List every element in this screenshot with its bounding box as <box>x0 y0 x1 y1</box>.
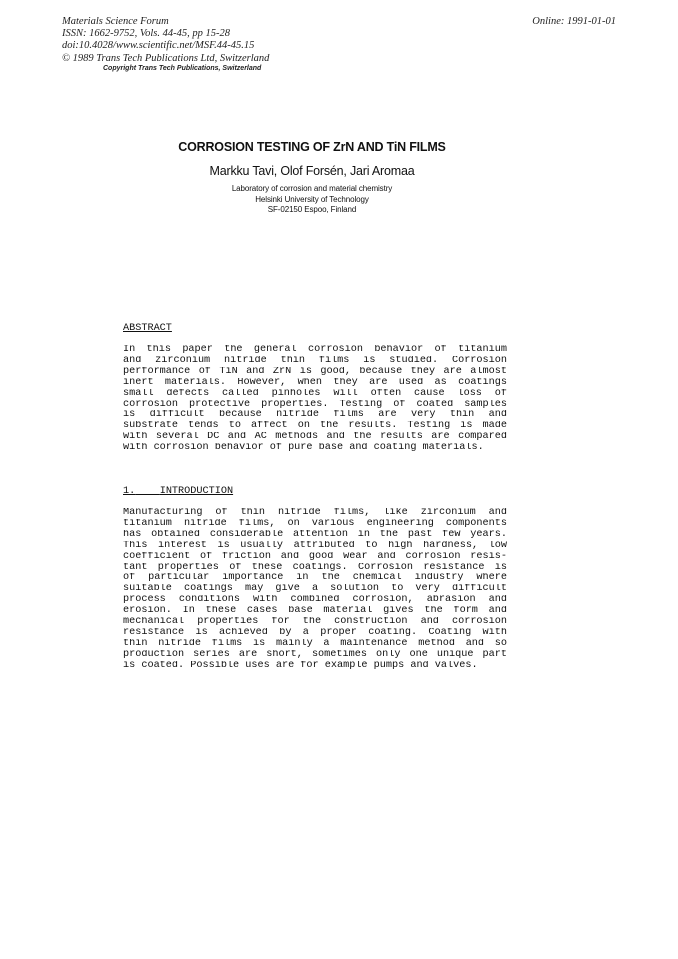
publication-metadata <box>62 16 269 65</box>
introduction-line: is coated. Possible uses are for example pumps and valves. <box>123 660 478 671</box>
abstract-line: substrate tends to affect on the results. Testing is made <box>123 421 507 432</box>
affiliation-line: SF-02150 Espoo, Finland <box>267 205 357 215</box>
abstract-line: In this paper the general corrosion behavior of titanium <box>123 345 507 355</box>
introduction-line: has obtained considerable attention in the past few years. <box>123 529 507 540</box>
introduction-line: resistance is achieved by a proper coating. Coating with <box>123 627 507 638</box>
abstract-body <box>123 345 507 454</box>
paper-title: CORROSION TESTING OF ZrN AND TiN FILMS <box>178 140 446 154</box>
issn-line: ISSN: 1662-9752, Vols. 44-45, pp 15-28 <box>62 28 230 40</box>
abstract-line: is difficult because nitride films are very thin and <box>123 410 507 421</box>
copyright-line: © 1989 Trans Tech Publications Ltd, Switzerland <box>62 52 270 64</box>
paper-authors: Markku Tavi, Olof Forsén, Jari Aromaa <box>209 164 415 178</box>
introduction-line: Manufacturing of thin nitride films, like zirconium and <box>123 508 507 518</box>
introduction-line: tant properties of these coatings. Corrosion resistance is <box>123 562 507 573</box>
introduction-line: titanium nitride films, on various engineering components <box>123 518 507 529</box>
introduction-line: of particular importance in the chemical industry where <box>123 573 507 584</box>
abstract-line: small defects called pinholes will often cause loss of <box>123 388 507 399</box>
affiliation-line: Laboratory of corrosion and material chemistry <box>231 184 393 193</box>
introduction-heading <box>123 486 233 497</box>
journal-name: Materials Science Forum <box>62 16 169 27</box>
section-number: 1. <box>123 486 136 497</box>
introduction-body <box>123 508 507 672</box>
affiliation-line: Helsinki University of Technology <box>255 194 369 204</box>
introduction-line: suitable coatings may give a solution to very difficult <box>123 584 507 595</box>
introduction-line: coefficient of friction and good wear and corrosion resis- <box>123 551 507 562</box>
copyright-notice: Copyright Trans Tech Publications, Switzerland <box>103 65 262 72</box>
introduction-line: erosion. In these cases base material gives the form and <box>123 606 507 617</box>
abstract-line: with several DC and AC methods and the results are compared <box>123 432 507 443</box>
abstract-line: and zirconium nitride thin films is studied. Corrosion <box>123 355 507 366</box>
introduction-line: process conditions with combined corrosion, abrasion and <box>123 595 507 606</box>
online-date: Online: 1991-01-01 <box>532 16 616 27</box>
introduction-line: mechanical properties for the construction and corrosion <box>123 617 507 628</box>
abstract-line: performance of TiN and ZrN is good, because they are almost <box>123 366 507 377</box>
abstract-line: inert materials. However, when they are used as coatings <box>123 377 507 388</box>
introduction-line: This interest is usually attributed to high hardness, low <box>123 540 507 551</box>
introduction-heading-text: INTRODUCTION <box>159 486 234 497</box>
introduction-line: production series are short, sometimes only one unique part <box>123 649 507 660</box>
abstract-line: corrosion protective properties. Testing of coated samples <box>123 399 507 410</box>
abstract-line: with corrosion behavior of pure base and coating materials. <box>123 443 484 454</box>
introduction-line: thin nitride films is mainly a maintenance method and so <box>123 638 507 649</box>
abstract-heading-text: ABSTRACT <box>123 323 172 334</box>
abstract-heading <box>123 323 172 334</box>
author-affiliation <box>0 184 624 216</box>
doi-line: doi:10.4028/www.scientific.net/MSF.44-45.15 <box>62 40 255 52</box>
